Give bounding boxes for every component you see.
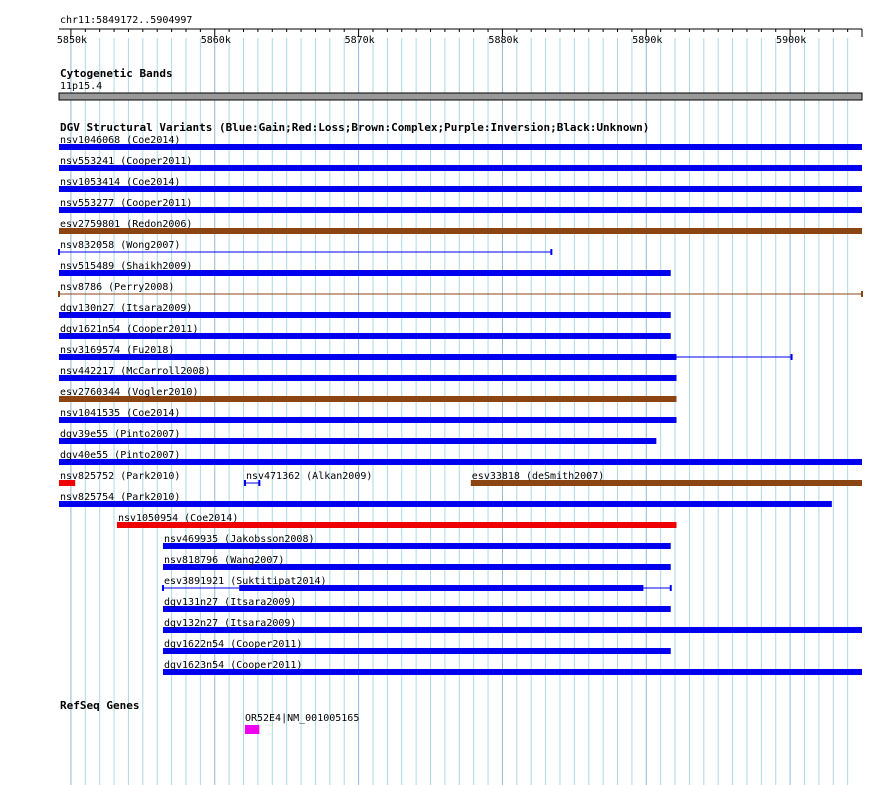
- refseq-track-title[interactable]: RefSeq Genes: [60, 699, 140, 712]
- variant-label: esv2759801 (Redon2006): [60, 219, 193, 230]
- variant-label: nsv1050954 (Coe2014): [117, 513, 239, 524]
- variant-label: nsv825752 (Park2010): [60, 471, 181, 482]
- variant-label: nsv471362 (Alkan2009): [245, 471, 373, 482]
- variant-label: dgv132n27 (Itsara2009): [163, 618, 297, 629]
- variant-label: dgv40e55 (Pinto2007): [60, 450, 181, 461]
- variant-label: esv2760344 (Vogler2010): [60, 387, 199, 398]
- variant-label: nsv442217 (McCarroll2008): [60, 366, 211, 377]
- variant-label: nsv1053414 (Coe2014): [60, 177, 181, 188]
- variant-label: nsv1046068 (Coe2014): [60, 135, 181, 146]
- dgv-track-title[interactable]: DGV Structural Variants (Blue:Gain;Red:Loss;Brown:Complex;Purple:Inversion;Black:Unknown): [60, 121, 650, 134]
- gene-label: OR52E4|NM_001005165: [244, 713, 360, 724]
- variant-label: dgv1623n54 (Cooper2011): [163, 660, 303, 671]
- variant-label: dgv39e55 (Pinto2007): [60, 429, 181, 440]
- variant-label: nsv1041535 (Coe2014): [60, 408, 181, 419]
- ruler-tick-label: 5860k: [200, 35, 231, 46]
- variant-label: esv33818 (deSmith2007): [471, 471, 605, 482]
- variant-label: esv3891921 (Suktitipat2014): [163, 576, 327, 587]
- variant-label: nsv3169574 (Fu2018): [60, 345, 175, 356]
- cytoband-label: 11p15.4: [60, 81, 103, 92]
- cytoband-track-title[interactable]: Cytogenetic Bands: [60, 67, 173, 80]
- region-label: chr11:5849172..5904997: [60, 15, 193, 26]
- variant-label: nsv825754 (Park2010): [60, 492, 181, 503]
- variant-label: nsv515489 (Shaikh2009): [60, 261, 193, 272]
- ruler-tick-label: 5880k: [488, 35, 519, 46]
- variant-label: dgv1621n54 (Cooper2011): [60, 324, 199, 335]
- variant-label: dgv1622n54 (Cooper2011): [163, 639, 303, 650]
- variant-label: nsv818796 (Wang2007): [163, 555, 285, 566]
- variant-label: nsv8786 (Perry2008): [60, 282, 175, 293]
- ruler-tick-label: 5900k: [776, 35, 807, 46]
- ruler-tick-label: 5850k: [56, 35, 88, 46]
- variant-label: nsv469935 (Jakobsson2008): [163, 534, 315, 545]
- variant-label: nsv553277 (Cooper2011): [60, 198, 193, 209]
- variant-label: nsv832058 (Wong2007): [60, 240, 181, 251]
- variant-label: dgv131n27 (Itsara2009): [163, 597, 297, 608]
- variant-label: nsv553241 (Cooper2011): [60, 156, 193, 167]
- ruler-tick-label: 5870k: [344, 35, 375, 46]
- variant-label: dgv130n27 (Itsara2009): [60, 303, 193, 314]
- ruler-tick-label: 5890k: [632, 35, 663, 46]
